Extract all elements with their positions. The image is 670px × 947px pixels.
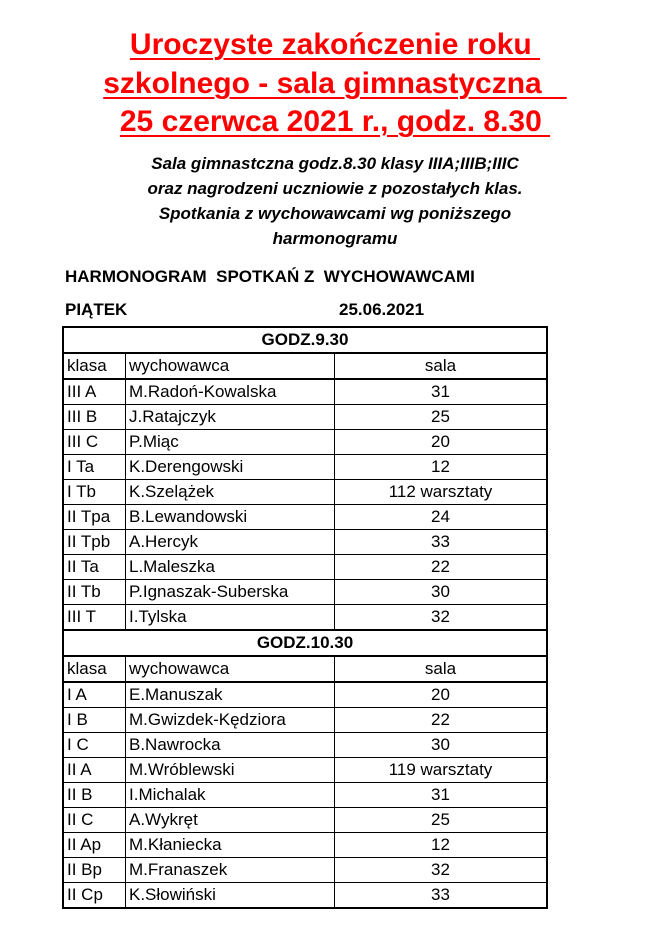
cell-wychowawca: B.Lewandowski <box>126 505 335 530</box>
cell-sala: 31 <box>335 379 548 405</box>
day-label: PIĄTEK <box>65 300 128 319</box>
cell-sala: 12 <box>335 833 548 858</box>
column-header-wychowawca: wychowawca <box>126 353 335 379</box>
table-row <box>63 758 547 783</box>
cell-sala: 32 <box>335 605 548 631</box>
session-time: GODZ.10.30 <box>63 630 547 656</box>
cell-klasa: I Ta <box>63 455 126 480</box>
cell-klasa: II Tpa <box>63 505 126 530</box>
column-header-row <box>63 656 547 682</box>
cell-sala: 25 <box>335 405 548 430</box>
cell-sala: 30 <box>335 580 548 605</box>
table-row <box>63 858 547 883</box>
cell-klasa: I A <box>63 682 126 708</box>
cell-sala: 24 <box>335 505 548 530</box>
subtitle-line-2: oraz nagrodzeni uczniowie z pozostałych klas. <box>147 179 523 198</box>
cell-sala: 25 <box>335 808 548 833</box>
schedule-table <box>62 326 548 909</box>
cell-wychowawca: A.Wykręt <box>126 808 335 833</box>
table-row <box>63 682 547 708</box>
cell-sala: 32 <box>335 858 548 883</box>
column-header-sala: sala <box>335 353 548 379</box>
cell-klasa: I C <box>63 733 126 758</box>
cell-klasa: I Tb <box>63 480 126 505</box>
cell-klasa: III C <box>63 430 126 455</box>
session-time-row <box>63 630 547 656</box>
cell-wychowawca: A.Hercyk <box>126 530 335 555</box>
cell-sala: 33 <box>335 883 548 909</box>
cell-klasa: III T <box>63 605 126 631</box>
cell-wychowawca: K.Słowiński <box>126 883 335 909</box>
table-row <box>63 808 547 833</box>
session-time-row <box>63 327 547 353</box>
cell-klasa: II C <box>63 808 126 833</box>
cell-klasa: II Ta <box>63 555 126 580</box>
table-row <box>63 505 547 530</box>
table-row <box>63 480 547 505</box>
cell-klasa: II Cp <box>63 883 126 909</box>
column-header-klasa: klasa <box>63 656 126 682</box>
cell-wychowawca: M.Radoń-Kowalska <box>126 379 335 405</box>
cell-wychowawca: B.Nawrocka <box>126 733 335 758</box>
table-row <box>63 555 547 580</box>
table-row <box>63 883 547 909</box>
cell-wychowawca: I.Tylska <box>126 605 335 631</box>
table-row <box>63 580 547 605</box>
cell-wychowawca: J.Ratajczyk <box>126 405 335 430</box>
cell-wychowawca: P.Miąc <box>126 430 335 455</box>
cell-wychowawca: M.Kłaniecka <box>126 833 335 858</box>
cell-sala: 30 <box>335 733 548 758</box>
cell-sala: 20 <box>335 682 548 708</box>
title-line-1: Uroczyste zakończenie roku <box>129 28 541 61</box>
cell-klasa: II Ap <box>63 833 126 858</box>
column-header-sala: sala <box>335 656 548 682</box>
cell-wychowawca: K.Szelążek <box>126 480 335 505</box>
table-row <box>63 379 547 405</box>
subtitle-line-4: harmonogramu <box>272 229 398 248</box>
table-row <box>63 733 547 758</box>
cell-sala: 31 <box>335 783 548 808</box>
cell-wychowawca: E.Manuszak <box>126 682 335 708</box>
table-row <box>63 455 547 480</box>
cell-sala: 33 <box>335 530 548 555</box>
cell-sala: 12 <box>335 455 548 480</box>
table-row <box>63 708 547 733</box>
table-row <box>63 833 547 858</box>
cell-klasa: III B <box>63 405 126 430</box>
cell-klasa: I B <box>63 708 126 733</box>
cell-klasa: II Tb <box>63 580 126 605</box>
cell-klasa: II A <box>63 758 126 783</box>
cell-wychowawca: K.Derengowski <box>126 455 335 480</box>
date-label: 25.06.2021 <box>339 300 425 319</box>
column-header-wychowawca: wychowawca <box>126 656 335 682</box>
title-line-2: szkolnego - sala gimnastyczna <box>103 67 567 100</box>
cell-wychowawca: M.Wróblewski <box>126 758 335 783</box>
cell-wychowawca: M.Gwizdek-Kędziora <box>126 708 335 733</box>
table-row <box>63 405 547 430</box>
cell-sala: 22 <box>335 708 548 733</box>
cell-sala: 112 warsztaty <box>335 480 548 505</box>
column-header-klasa: klasa <box>63 353 126 379</box>
column-header-row <box>63 353 547 379</box>
table-row <box>63 605 547 631</box>
table-row <box>63 430 547 455</box>
subtitle-line-3: Spotkania z wychowawcami wg poniższego <box>158 204 512 223</box>
table-row <box>63 530 547 555</box>
cell-wychowawca: M.Franaszek <box>126 858 335 883</box>
title-line-3: 25 czerwca 2021 r., godz. 8.30 <box>119 105 551 138</box>
subtitle-line-1: Sala gimnastczna godz.8.30 klasy IIIA;IIIB;IIIC <box>151 154 519 173</box>
schedule-heading: HARMONOGRAM SPOTKAŃ Z WYCHOWAWCAMI <box>65 267 475 286</box>
cell-klasa: III A <box>63 379 126 405</box>
cell-klasa: II B <box>63 783 126 808</box>
cell-sala: 119 warsztaty <box>335 758 548 783</box>
session-time: GODZ.9.30 <box>63 327 547 353</box>
cell-klasa: II Bp <box>63 858 126 883</box>
cell-sala: 22 <box>335 555 548 580</box>
cell-wychowawca: P.Ignaszak-Suberska <box>126 580 335 605</box>
cell-wychowawca: I.Michalak <box>126 783 335 808</box>
cell-klasa: II Tpb <box>63 530 126 555</box>
cell-sala: 20 <box>335 430 548 455</box>
cell-wychowawca: L.Maleszka <box>126 555 335 580</box>
table-row <box>63 783 547 808</box>
